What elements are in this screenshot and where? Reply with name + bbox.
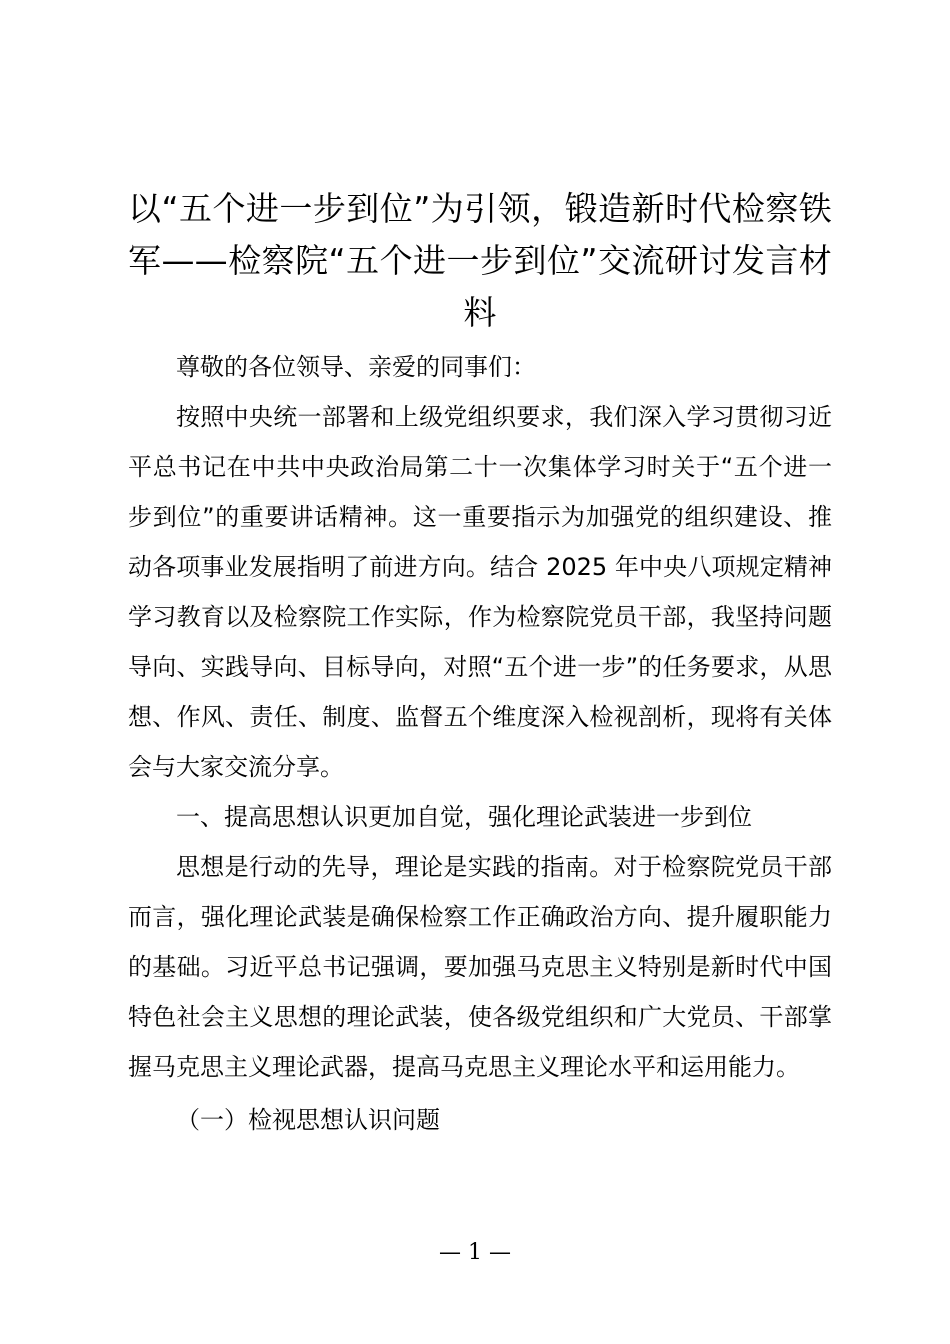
document-body [128,183,832,1145]
salutation: 尊敬的各位领导、亲爱的同事们： [176,353,536,381]
intro-paragraph: 按照中央统一部署和上级党组织要求，我们深入学习贯彻习近平总书记在中共中央政治局第二十一次集体学习时关于“五个进一步到位”的重要讲话精神。这一重要指示为加强党的组织建设、推动各项事业发展指明了前进方向。结合 2025 年中央八项规定精神学习教育以及检察院工作实际，作为检察院党员干部，我坚持问题导向、实践导向、目标导向，对照“五个进一步”的任务要求，从思想、作风、责任、制度、监督五个维度深入检视剖析，现将有关体会与大家交流分享。 [128,403,832,781]
section-heading-1: 一、提高思想认识更加自觉，强化理论武装进一步到位 [176,803,752,831]
section-body-1: 思想是行动的先导，理论是实践的指南。对于检察院党员干部而言，强化理论武装是确保检察工作正确政治方向、提升履职能力的基础。习近平总书记强调，要加强马克思主义特别是新时代中国特色社会主义思想的理论武装，使各级党组织和广大党员、干部掌握马克思主义理论武器，提高马克思主义理论水平和运用能力。 [128,853,832,1081]
page-number: — 1 — [439,1240,511,1265]
subsection-heading-1: （一）检视思想认识问题 [176,1106,440,1134]
document-title: 以“五个进一步到位”为引领，锻造新时代检察铁军——检察院“五个进一步到位”交流研讨发言材料 [128,189,832,332]
